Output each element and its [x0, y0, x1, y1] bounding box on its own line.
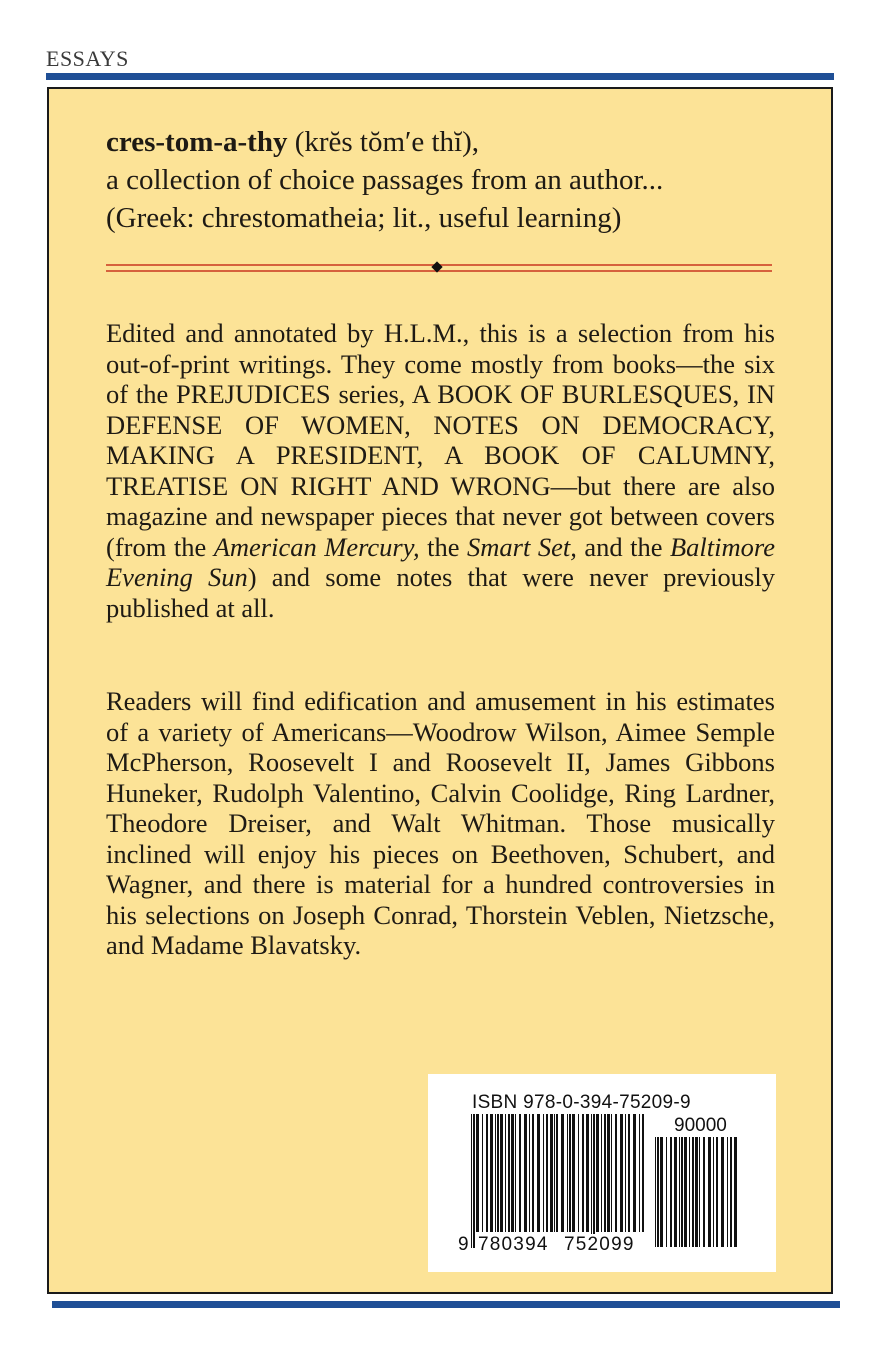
barcode-bar	[607, 1114, 610, 1232]
barcode-bar	[620, 1114, 623, 1232]
barcode-bar	[657, 1137, 659, 1247]
barcode-bar	[684, 1137, 687, 1247]
barcode-bar	[699, 1137, 700, 1247]
description-paragraph-1: Edited and annotated by H.L.M., this is a selection from his out-of-print writings. They come mostly from books—the six of the PREJUDICES series, A BOOK OF BURLESQUES, IN DEFENSE OF WOMEN, NOTES ON DEMOCRACY, MAKING A PRESIDENT, A BOOK OF CALUMNY, TREATISE ON RIGHT AND WRONG—but there are also magazine and newspaper pieces that never got between covers (from the American Mercury, the Smart Set, and the Baltimore Evening Sun) and some notes that were never previously published at all.	[106, 318, 776, 623]
barcode-bar	[666, 1137, 667, 1247]
barcode-bar	[679, 1137, 680, 1247]
barcode-bar	[727, 1137, 728, 1247]
description-paragraph-2: Readers will find edification and amusement in his estimates of a variety of Americans—Woodrow Wilson, Aimee Semple McPherson, Roosevelt I and Roosevelt II, James Gibbons Huneker, Rudolph Valentino, Calvin Coolidge, Ring Lardner, Theodore Dreiser, and Walt Whitman. Those musically inclined will enjoy his pieces on Beethoven, Schubert, and Wagner, and there is material for a hundred controversies in his selections on Joseph Conrad, Thorstein Veblen, Nietzsche, and Madame Blavatsky.	[106, 686, 775, 960]
barcode-bar	[611, 1114, 612, 1232]
barcode-bar	[569, 1114, 571, 1232]
barcode-bar	[537, 1114, 540, 1232]
barcode-bar	[482, 1114, 483, 1232]
ean-barcode-bars	[470, 1114, 646, 1248]
category-label: ESSAYS	[46, 46, 129, 71]
barcode-bar	[703, 1137, 705, 1247]
barcode-bar	[670, 1137, 672, 1247]
barcode-bar	[532, 1114, 534, 1232]
isbn-number: ISBN 978-0-394-75209-9	[472, 1092, 691, 1113]
headword: cres-tom-a-thy	[106, 126, 288, 158]
title-baltimore-evening-sun: Baltimore Evening Sun	[106, 531, 776, 592]
barcode-bar	[604, 1114, 606, 1232]
barcode-bar	[561, 1114, 564, 1232]
barcode-bar	[572, 1114, 575, 1232]
barcode-bar	[490, 1114, 493, 1232]
barcode-bar	[515, 1114, 516, 1232]
definition-line-1	[106, 123, 786, 161]
barcode-bar	[660, 1137, 663, 1247]
barcode-bar	[519, 1114, 521, 1232]
barcode-bar	[695, 1137, 698, 1247]
barcode-bar	[529, 1114, 530, 1232]
barcode-bar	[708, 1137, 711, 1247]
barcode-bar	[674, 1137, 677, 1247]
barcode-bar	[582, 1114, 584, 1232]
pronunciation: (krĕs tŏm′e thĭ),	[294, 126, 480, 158]
barcode-bar	[473, 1114, 475, 1248]
barcode-bar	[713, 1137, 714, 1247]
barcode-bar	[681, 1137, 683, 1247]
barcode-right-digits: 752099	[564, 1234, 650, 1256]
barcode-bar	[639, 1114, 640, 1232]
barcode-bar	[495, 1114, 496, 1232]
barcode-bar	[591, 1114, 592, 1248]
barcode-lead-digit: 9	[458, 1234, 470, 1255]
ornamental-divider	[106, 262, 772, 274]
definition-line-3: (Greek: chrestomatheia; lit., useful learning)	[106, 202, 622, 234]
barcode-bar	[689, 1137, 690, 1247]
barcode-bar	[556, 1114, 558, 1232]
barcode-bar	[586, 1114, 589, 1232]
barcode-bar	[524, 1114, 527, 1232]
barcode-left-digits: 780394	[478, 1234, 558, 1256]
bottom-blue-rule	[52, 1301, 840, 1308]
barcode-bar	[543, 1114, 544, 1232]
barcode-bar	[593, 1114, 595, 1248]
barcode-bar	[471, 1114, 472, 1248]
barcode-bar	[716, 1137, 718, 1247]
title-smart-set: Smart Set,	[467, 531, 577, 562]
barcode-bar	[633, 1114, 636, 1232]
barcode-bar	[625, 1114, 626, 1232]
barcode-bar	[721, 1137, 724, 1247]
price-code: 90000	[674, 1115, 727, 1136]
barcode-bar	[476, 1114, 479, 1232]
barcode-bar	[486, 1114, 488, 1232]
barcode-bar	[734, 1137, 737, 1247]
barcode-bar	[550, 1114, 553, 1232]
barcode-label	[428, 1074, 776, 1272]
barcode-bar	[615, 1114, 617, 1232]
barcode-bar	[546, 1114, 548, 1232]
top-blue-rule	[46, 73, 834, 80]
barcode-bar	[508, 1114, 510, 1232]
definition-line-2: a collection of choice passages from an author...	[106, 164, 664, 196]
barcode-bar	[511, 1114, 514, 1232]
barcode-bar	[628, 1114, 630, 1232]
dictionary-definition	[106, 123, 786, 237]
title-american-mercury: American Mercury,	[213, 531, 420, 562]
barcode-bar	[500, 1114, 503, 1232]
barcode-bar	[596, 1114, 599, 1232]
barcode-bar	[692, 1137, 694, 1247]
barcode-bar	[730, 1137, 732, 1247]
barcode-bar	[567, 1114, 568, 1232]
barcode-bar	[554, 1114, 555, 1232]
barcode-bar	[601, 1114, 602, 1232]
addon-barcode-bars	[654, 1137, 740, 1247]
barcode-bar	[505, 1114, 506, 1232]
barcode-bar	[655, 1137, 656, 1247]
barcode-bar	[578, 1114, 579, 1232]
barcode-bar	[642, 1114, 644, 1232]
barcode-bar	[497, 1114, 499, 1232]
